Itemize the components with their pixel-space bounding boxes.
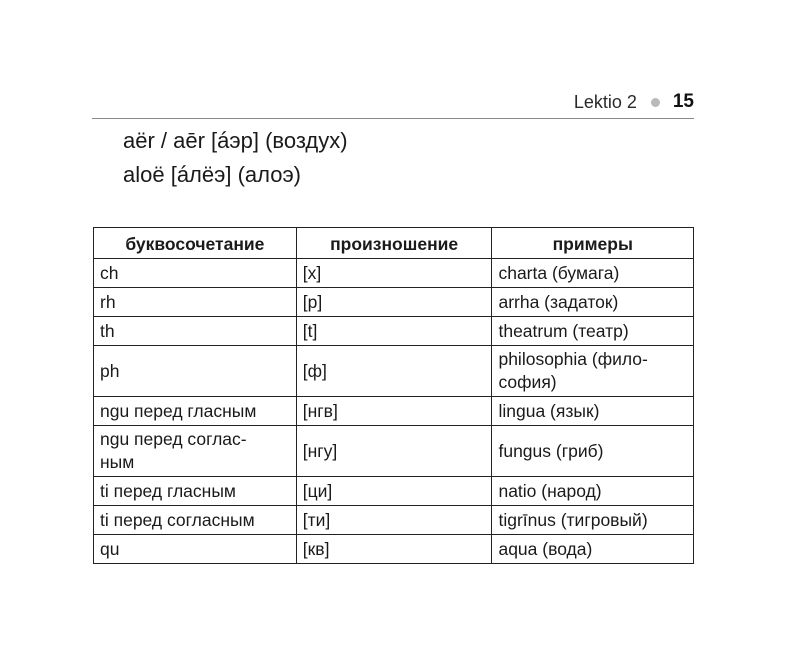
column-header: буквосочетание	[94, 228, 297, 259]
combination-cell: ph	[94, 346, 297, 397]
combination-cell: th	[94, 317, 297, 346]
combination-cell: ch	[94, 259, 297, 288]
combination-cell: ngu перед соглас- ным	[94, 426, 297, 477]
pronunciation-cell: [ти]	[296, 506, 492, 535]
pronunciation-cell: [t]	[296, 317, 492, 346]
example-cell: charta (бумага)	[492, 259, 694, 288]
example-cell: natio (народ)	[492, 477, 694, 506]
pronunciation-cell: [х]	[296, 259, 492, 288]
combination-cell: rh	[94, 288, 297, 317]
pronunciation-cell: [ци]	[296, 477, 492, 506]
separator-dot-icon	[651, 98, 660, 107]
combination-cell: ti перед согласным	[94, 506, 297, 535]
table-row	[94, 477, 694, 506]
example-line: aloë [áлёэ] (алоэ)	[123, 162, 302, 187]
table-body	[94, 259, 694, 564]
table-row	[94, 317, 694, 346]
example-cell: tigrīnus (тигровый)	[492, 506, 694, 535]
section-title: Lektio 2	[573, 91, 637, 112]
pronunciation-cell: [кв]	[296, 535, 492, 564]
pronunciation-examples	[123, 124, 348, 192]
table-row	[94, 346, 694, 397]
example-cell: fungus (гриб)	[492, 426, 694, 477]
pronunciation-cell: [р]	[296, 288, 492, 317]
table-row	[94, 259, 694, 288]
column-header: произношение	[296, 228, 492, 259]
example-cell: arrha (задаток)	[492, 288, 694, 317]
page-number: 15	[672, 91, 694, 112]
table-row	[94, 506, 694, 535]
running-head	[574, 91, 694, 113]
table-header-row	[94, 228, 694, 259]
example-line: aër / aēr [áэр] (воздух)	[123, 128, 348, 153]
combination-cell: qu	[94, 535, 297, 564]
pronunciation-cell: [нгу]	[296, 426, 492, 477]
table-row	[94, 426, 694, 477]
page-header	[92, 88, 694, 119]
pronunciation-cell: [ф]	[296, 346, 492, 397]
example-cell: aqua (вода)	[492, 535, 694, 564]
combination-cell: ngu перед гласным	[94, 397, 297, 426]
table-row	[94, 288, 694, 317]
pronunciation-cell: [нгв]	[296, 397, 492, 426]
table-row	[94, 535, 694, 564]
example-cell: lingua (язык)	[492, 397, 694, 426]
example-cell: theatrum (театр)	[492, 317, 694, 346]
example-cell: philosophia (фило- софия)	[492, 346, 694, 397]
letter-combinations-table	[93, 227, 694, 564]
column-header: примеры	[492, 228, 694, 259]
table-row	[94, 397, 694, 426]
combination-cell: ti перед гласным	[94, 477, 297, 506]
